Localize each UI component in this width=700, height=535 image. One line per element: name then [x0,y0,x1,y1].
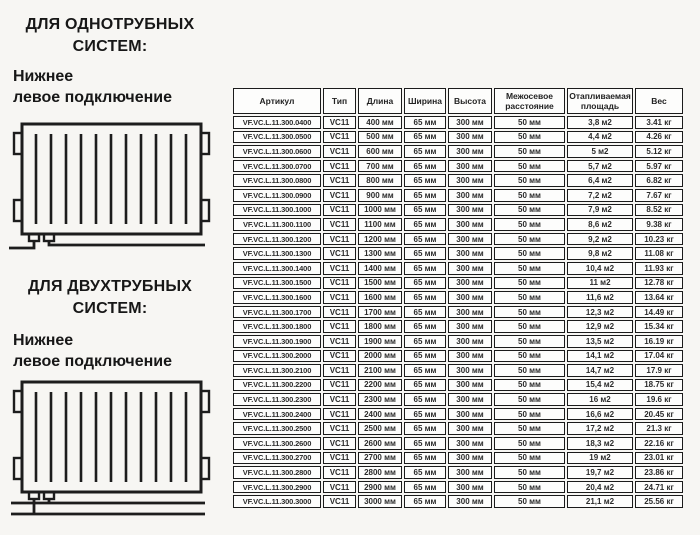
table-cell: 17.9 кг [635,364,683,377]
table-cell: VF.VC.L.11.300.2600 [233,437,321,450]
table-row [233,335,683,348]
table-cell: 1500 мм [358,277,402,290]
table-cell: 1800 мм [358,320,402,333]
table-cell: 50 мм [494,247,565,260]
table-cell: VC11 [323,131,356,144]
table-row [233,291,683,304]
table-cell: 18,3 м2 [567,437,633,450]
table-cell: 14,7 м2 [567,364,633,377]
table-row [233,452,683,465]
table-cell: 2000 мм [358,350,402,363]
table-cell: 65 мм [404,422,446,435]
table-cell: VC11 [323,350,356,363]
table-cell: 13,5 м2 [567,335,633,348]
table-cell: 9.38 кг [635,218,683,231]
table-cell: VF.VC.L.11.300.0700 [233,160,321,173]
table-cell: 65 мм [404,204,446,217]
spec-table-body [233,116,683,508]
table-cell: 50 мм [494,262,565,275]
table-cell: 4,4 м2 [567,131,633,144]
table-cell: VF.VC.L.11.300.2200 [233,379,321,392]
table-cell: 4.26 кг [635,131,683,144]
table-cell: 300 мм [448,422,492,435]
table-cell: 24.71 кг [635,481,683,494]
table-cell: VF.VC.L.11.300.1100 [233,218,321,231]
section-subtitle-line: левое подключение [13,89,172,106]
table-cell: 65 мм [404,437,446,450]
table-cell: VF.VC.L.11.300.2700 [233,452,321,465]
table-cell: 2600 мм [358,437,402,450]
table-cell: 300 мм [448,452,492,465]
table-cell: 3000 мм [358,495,402,508]
spec-table [231,86,687,510]
table-cell: 2500 мм [358,422,402,435]
table-cell: 12,9 м2 [567,320,633,333]
table-cell: 17,2 м2 [567,422,633,435]
table-cell: VC11 [323,291,356,304]
table-cell: 14,1 м2 [567,350,633,363]
table-cell: 300 мм [448,393,492,406]
table-cell: VF.VC.L.11.300.2100 [233,364,321,377]
table-row [233,262,683,275]
radiator-two-pipe-icon [7,376,213,518]
table-cell: 16 м2 [567,393,633,406]
table-cell: 14.49 кг [635,306,683,319]
header-cell: Тип [323,88,356,114]
table-cell: 700 мм [358,160,402,173]
table-cell: VC11 [323,277,356,290]
table-cell: 1300 мм [358,247,402,260]
table-cell: 18.75 кг [635,379,683,392]
table-cell: 65 мм [404,233,446,246]
table-cell: VF.VC.L.11.300.2300 [233,393,321,406]
table-cell: 300 мм [448,291,492,304]
table-cell: 300 мм [448,145,492,158]
table-cell: 300 мм [448,379,492,392]
table-cell: 50 мм [494,422,565,435]
table-cell: VF.VC.L.11.300.1700 [233,306,321,319]
table-row [233,437,683,450]
table-cell: 300 мм [448,466,492,479]
table-cell: 11,6 м2 [567,291,633,304]
table-cell: 300 мм [448,160,492,173]
table-cell: VF.VC.L.11.300.1800 [233,320,321,333]
table-cell: VC11 [323,495,356,508]
table-cell: 300 мм [448,495,492,508]
radiator-spec-table [231,86,685,510]
table-row [233,306,683,319]
table-cell: 300 мм [448,364,492,377]
table-row [233,116,683,129]
table-cell: VF.VC.L.11.300.3000 [233,495,321,508]
table-cell: 65 мм [404,350,446,363]
header-cell: Межосевое расстояние [494,88,565,114]
table-cell: VC11 [323,160,356,173]
table-row [233,379,683,392]
table-cell: VC11 [323,364,356,377]
table-cell: 21,1 м2 [567,495,633,508]
header-cell: Отапливаемая площадь [567,88,633,114]
table-cell: VF.VC.L.11.300.1900 [233,335,321,348]
table-cell: 300 мм [448,408,492,421]
table-cell: 2700 мм [358,452,402,465]
header-cell: Высота [448,88,492,114]
table-row [233,160,683,173]
header-cell: Длина [358,88,402,114]
table-cell: VC11 [323,262,356,275]
table-cell: VC11 [323,422,356,435]
spec-table-head [233,88,683,114]
table-cell: 23.01 кг [635,452,683,465]
table-cell: 400 мм [358,116,402,129]
table-cell: 2200 мм [358,379,402,392]
table-cell: 50 мм [494,160,565,173]
table-cell: VF.VC.L.11.300.1300 [233,247,321,260]
section-subtitle-line: левое подключение [13,353,172,370]
table-cell: 11.08 кг [635,247,683,260]
table-cell: VC11 [323,335,356,348]
table-cell: 65 мм [404,393,446,406]
table-cell: 17.04 кг [635,350,683,363]
table-cell: VF.VC.L.11.300.2000 [233,350,321,363]
table-cell: 50 мм [494,131,565,144]
table-cell: 300 мм [448,233,492,246]
table-row [233,189,683,202]
table-cell: 5.12 кг [635,145,683,158]
radiator-diagram-single-pipe [7,116,213,254]
table-cell: 50 мм [494,291,565,304]
table-cell: 600 мм [358,145,402,158]
table-cell: VF.VC.L.11.300.0900 [233,189,321,202]
table-cell: 19 м2 [567,452,633,465]
table-cell: 2300 мм [358,393,402,406]
table-cell: 65 мм [404,145,446,158]
table-cell: 65 мм [404,131,446,144]
table-cell: 11 м2 [567,277,633,290]
table-cell: 9,2 м2 [567,233,633,246]
table-cell: 50 мм [494,466,565,479]
section-subtitle-single-pipe [13,66,223,108]
table-cell: 65 мм [404,116,446,129]
table-cell: 65 мм [404,320,446,333]
table-cell: 3,8 м2 [567,116,633,129]
table-cell: VF.VC.L.11.300.0800 [233,174,321,187]
table-cell: 65 мм [404,247,446,260]
section-title-line: ДЛЯ ДВУХТРУБНЫХ [27,278,193,295]
header-row [233,88,683,114]
table-cell: 50 мм [494,233,565,246]
table-cell: 9,8 м2 [567,247,633,260]
radiator-single-pipe-icon [7,116,213,254]
table-cell: 15.34 кг [635,320,683,333]
table-cell: 25.56 кг [635,495,683,508]
table-row [233,350,683,363]
table-cell: 50 мм [494,393,565,406]
section-title-line: СИСТЕМ: [72,38,148,55]
table-cell: 65 мм [404,452,446,465]
table-cell: VC11 [323,437,356,450]
table-row [233,393,683,406]
radiator-diagram-two-pipe [7,376,213,518]
table-cell: VF.VC.L.11.300.2800 [233,466,321,479]
section-title-line: ДЛЯ ОДНОТРУБНЫХ [25,16,195,33]
section-title-single-pipe [8,14,212,58]
table-cell: 16.19 кг [635,335,683,348]
table-cell: VF.VC.L.11.300.1000 [233,204,321,217]
table-cell: 50 мм [494,277,565,290]
section-title-two-pipe [8,276,212,320]
table-cell: 50 мм [494,495,565,508]
table-cell: 2400 мм [358,408,402,421]
table-cell: 22.16 кг [635,437,683,450]
table-row [233,466,683,479]
table-cell: 23.86 кг [635,466,683,479]
table-cell: 19,7 м2 [567,466,633,479]
table-cell: 65 мм [404,335,446,348]
table-cell: 20,4 м2 [567,481,633,494]
table-cell: 500 мм [358,131,402,144]
table-cell: VC11 [323,189,356,202]
table-cell: VF.VC.L.11.300.2400 [233,408,321,421]
table-cell: VC11 [323,379,356,392]
table-cell: 50 мм [494,408,565,421]
table-cell: 2100 мм [358,364,402,377]
table-cell: 8,6 м2 [567,218,633,231]
table-row [233,204,683,217]
table-cell: VC11 [323,306,356,319]
table-cell: VF.VC.L.11.300.0600 [233,145,321,158]
table-cell: 65 мм [404,364,446,377]
table-cell: 7.67 кг [635,189,683,202]
table-row [233,131,683,144]
table-cell: VF.VC.L.11.300.0400 [233,116,321,129]
table-row [233,277,683,290]
section-subtitle-line: Нижнее [13,332,74,349]
table-cell: 12,3 м2 [567,306,633,319]
table-cell: 65 мм [404,291,446,304]
table-cell: 50 мм [494,174,565,187]
table-cell: 300 мм [448,174,492,187]
table-cell: 50 мм [494,218,565,231]
table-cell: 13.64 кг [635,291,683,304]
table-cell: 800 мм [358,174,402,187]
header-cell: Вес [635,88,683,114]
table-cell: 65 мм [404,189,446,202]
table-cell: VC11 [323,247,356,260]
table-cell: 300 мм [448,481,492,494]
table-cell: VF.VC.L.11.300.1600 [233,291,321,304]
table-cell: 65 мм [404,306,446,319]
table-row [233,364,683,377]
table-cell: 300 мм [448,335,492,348]
table-cell: 65 мм [404,495,446,508]
table-row [233,320,683,333]
table-cell: 3.41 кг [635,116,683,129]
table-cell: 300 мм [448,247,492,260]
table-cell: 65 мм [404,174,446,187]
table-row [233,481,683,494]
table-row [233,218,683,231]
table-cell: 2800 мм [358,466,402,479]
table-cell: VF.VC.L.11.300.2500 [233,422,321,435]
table-cell: 7,9 м2 [567,204,633,217]
table-cell: 11.93 кг [635,262,683,275]
table-cell: 50 мм [494,320,565,333]
table-cell: 300 мм [448,350,492,363]
table-cell: 300 мм [448,218,492,231]
table-cell: 65 мм [404,160,446,173]
table-cell: 300 мм [448,189,492,202]
table-cell: 5 м2 [567,145,633,158]
table-cell: VC11 [323,218,356,231]
table-cell: VC11 [323,320,356,333]
table-cell: VC11 [323,393,356,406]
table-cell: 300 мм [448,320,492,333]
table-cell: VC11 [323,466,356,479]
table-cell: 7,2 м2 [567,189,633,202]
table-cell: 2900 мм [358,481,402,494]
table-cell: 5.97 кг [635,160,683,173]
table-cell: 21.3 кг [635,422,683,435]
table-cell: 1700 мм [358,306,402,319]
table-cell: 16,6 м2 [567,408,633,421]
table-cell: 19.6 кг [635,393,683,406]
table-cell: 1100 мм [358,218,402,231]
table-cell: 65 мм [404,262,446,275]
table-cell: VF.VC.L.11.300.0500 [233,131,321,144]
table-cell: 50 мм [494,350,565,363]
table-cell: VF.VC.L.11.300.2900 [233,481,321,494]
table-cell: 65 мм [404,408,446,421]
table-cell: 10,4 м2 [567,262,633,275]
table-cell: VC11 [323,233,356,246]
table-cell: 50 мм [494,481,565,494]
table-cell: 1400 мм [358,262,402,275]
table-cell: 6.82 кг [635,174,683,187]
table-cell: 50 мм [494,116,565,129]
table-cell: 1600 мм [358,291,402,304]
table-cell: 300 мм [448,116,492,129]
table-cell: VC11 [323,116,356,129]
left-panel [0,0,232,535]
table-cell: 900 мм [358,189,402,202]
table-cell: 15,4 м2 [567,379,633,392]
table-cell: 10.23 кг [635,233,683,246]
table-cell: VC11 [323,408,356,421]
table-cell: 1900 мм [358,335,402,348]
table-cell: 65 мм [404,379,446,392]
section-subtitle-line: Нижнее [13,68,74,85]
table-cell: 300 мм [448,131,492,144]
table-cell: VC11 [323,145,356,158]
table-cell: 50 мм [494,437,565,450]
table-cell: VF.VC.L.11.300.1200 [233,233,321,246]
header-cell: Ширина [404,88,446,114]
table-cell: 65 мм [404,466,446,479]
table-cell: 20.45 кг [635,408,683,421]
table-row [233,495,683,508]
table-cell: 12.78 кг [635,277,683,290]
table-cell: 300 мм [448,306,492,319]
table-cell: 50 мм [494,335,565,348]
section-title-line: СИСТЕМ: [72,300,148,317]
table-cell: VC11 [323,174,356,187]
table-cell: 50 мм [494,364,565,377]
table-cell: 50 мм [494,306,565,319]
table-cell: 300 мм [448,204,492,217]
table-cell: 1000 мм [358,204,402,217]
table-cell: VC11 [323,481,356,494]
table-cell: 50 мм [494,379,565,392]
table-cell: 50 мм [494,189,565,202]
table-cell: 65 мм [404,481,446,494]
table-row [233,247,683,260]
table-cell: 300 мм [448,437,492,450]
table-row [233,174,683,187]
table-cell: 50 мм [494,452,565,465]
table-cell: 6,4 м2 [567,174,633,187]
section-subtitle-two-pipe [13,330,223,372]
header-cell: Артикул [233,88,321,114]
table-cell: 65 мм [404,218,446,231]
table-cell: 50 мм [494,204,565,217]
table-cell: 300 мм [448,277,492,290]
table-cell: VC11 [323,204,356,217]
table-row [233,145,683,158]
table-row [233,233,683,246]
table-cell: VF.VC.L.11.300.1500 [233,277,321,290]
table-cell: 65 мм [404,277,446,290]
table-cell: VF.VC.L.11.300.1400 [233,262,321,275]
table-cell: 300 мм [448,262,492,275]
table-cell: 5,7 м2 [567,160,633,173]
table-cell: 50 мм [494,145,565,158]
table-row [233,408,683,421]
table-cell: VC11 [323,452,356,465]
table-row [233,422,683,435]
table-cell: 8.52 кг [635,204,683,217]
table-cell: 1200 мм [358,233,402,246]
